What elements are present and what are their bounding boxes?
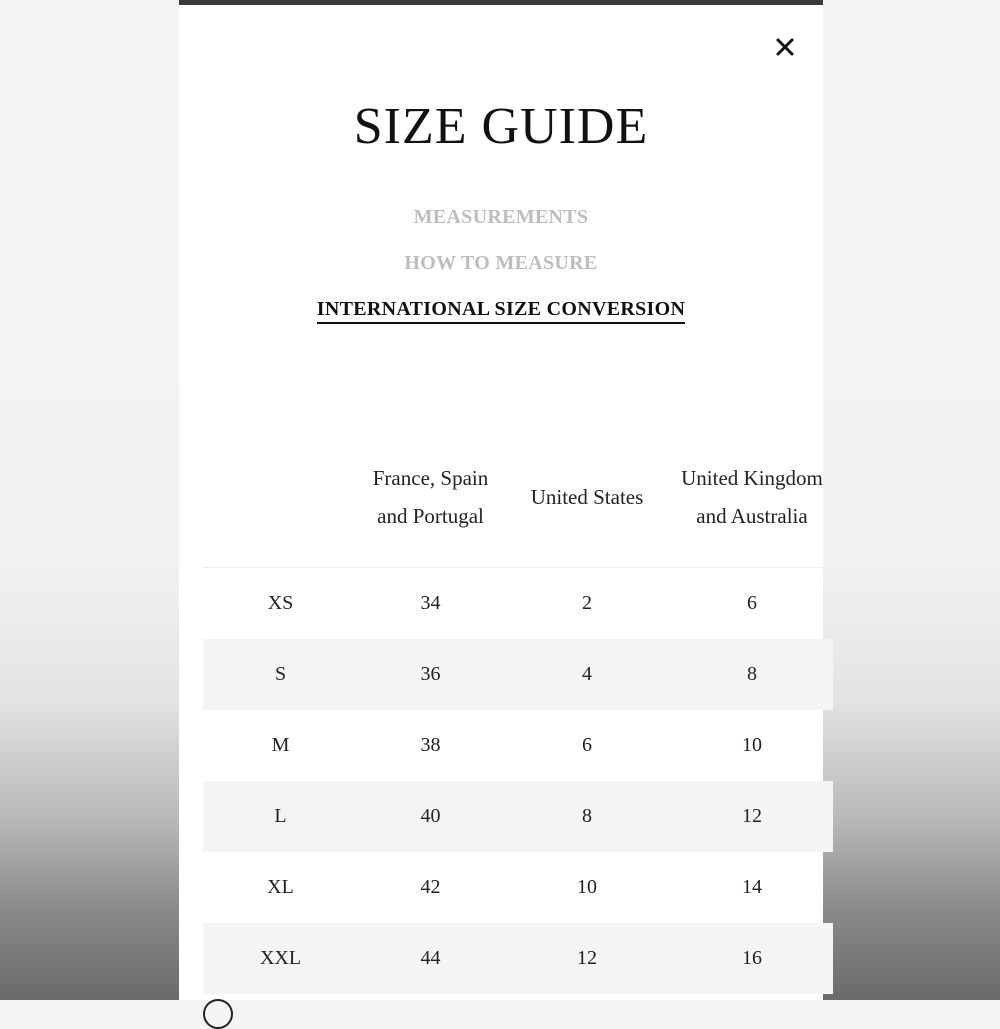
size-label: L [203,781,358,852]
tab-how-to-measure[interactable] [179,249,823,295]
size-label: XXL [203,923,358,994]
table-cell: 6 [582,734,592,756]
close-button[interactable] [771,33,799,61]
table-cell: 34 [420,592,441,614]
table-cell: 12 [671,781,833,852]
table-cell: 4 [503,639,671,710]
table-cell: 10 [577,876,597,898]
size-label: XS [267,592,294,614]
table-cell: 36 [358,639,503,710]
table-row [203,923,833,994]
table-header-row [203,427,833,568]
table-cell: 6 [747,592,757,614]
table-row [203,639,833,710]
size-label: XL [267,876,294,898]
column-header-size [203,427,358,568]
size-conversion-table [203,427,833,994]
table-cell: 12 [503,923,671,994]
tab-label: HOW TO MEASURE [404,252,598,274]
tab-measurements[interactable] [179,203,823,249]
table-row [203,852,833,923]
close-icon [771,33,799,61]
tab-label: INTERNATIONAL SIZE CONVERSION [317,298,685,324]
table-cell: 8 [671,639,833,710]
modal-title: SIZE GUIDE [353,98,649,155]
table-cell: 40 [358,781,503,852]
table-cell: 2 [582,592,592,614]
size-label: M [271,734,290,756]
table-row [203,781,833,852]
column-header-uk-australia: United Kingdom and Australia [671,427,833,568]
column-header-france-spain-portugal: France, Spain and Portugal [358,427,503,568]
size-guide-tabs [179,203,823,341]
size-guide-modal [179,0,823,1000]
size-conversion-table-wrapper[interactable] [203,427,823,994]
table-cell: 44 [358,923,503,994]
table-cell: 14 [742,876,762,898]
column-header-united-states: United States [503,427,671,568]
chat-bubble-icon[interactable] [203,999,233,1029]
table-cell: 16 [671,923,833,994]
table-row [203,568,833,640]
table-cell: 8 [503,781,671,852]
tab-label: MEASUREMENTS [413,206,589,228]
table-cell: 38 [420,734,441,756]
tab-international-size-conversion[interactable] [179,295,823,341]
table-cell: 42 [420,876,441,898]
size-label: S [203,639,358,710]
table-row [203,710,833,781]
table-cell: 10 [742,734,762,756]
